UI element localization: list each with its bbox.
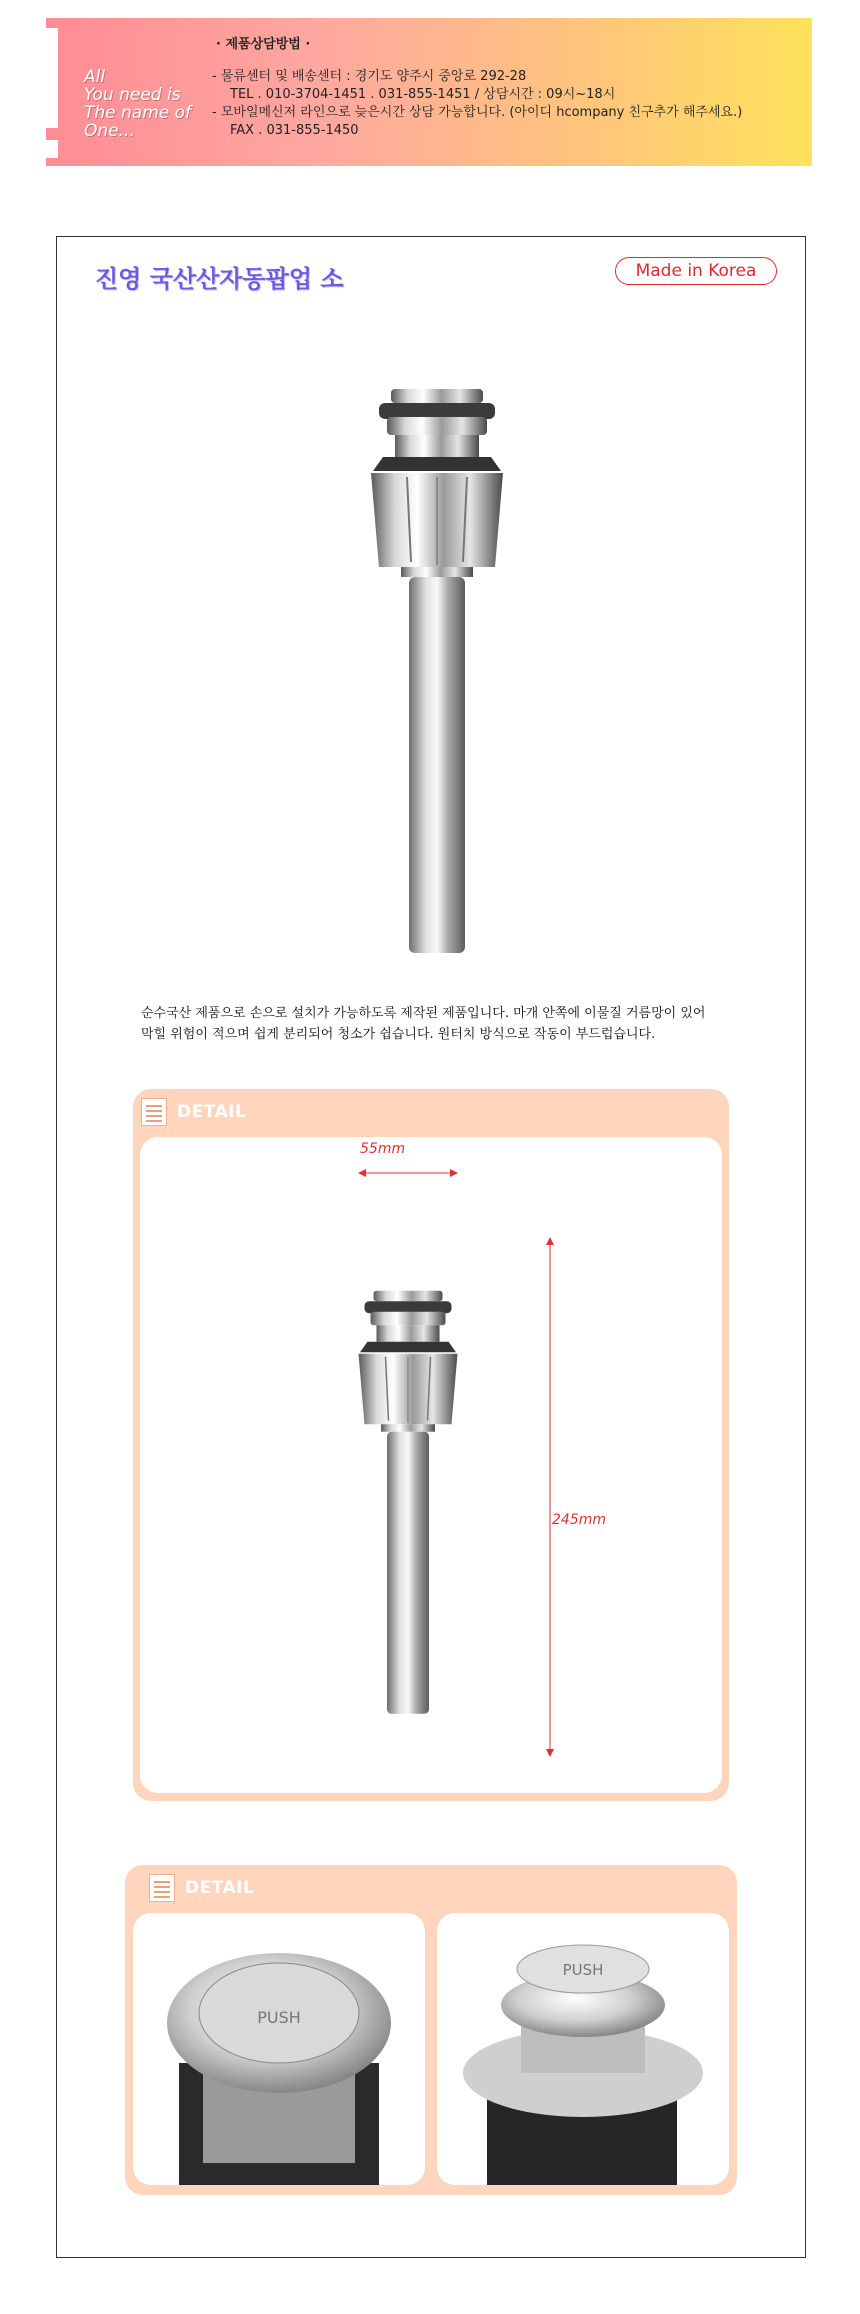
product-dimension-image (348, 1233, 468, 1773)
product-description: 순수국산 제품으로 손으로 설치가 가능하도록 제작된 제품입니다. 마개 안쪽에 이물질 거름망이 있어 막힐 위험이 적으며 쉽게 분리되어 청소가 쉽습니다. 원터치 방식으로 작동이 부드럽습니다. (141, 1006, 706, 1042)
tagline-line: You need is (84, 85, 181, 105)
detail-header (141, 1097, 246, 1127)
tagline-line: The name of (84, 103, 192, 123)
contact-line: - 모바일메신저 라인으로 늦은시간 상담 가능합니다. (아이디 hcompany 친구추가 해주세요.) (212, 105, 743, 120)
closeup-angle-view (437, 1913, 729, 2185)
tagline-line: All (84, 67, 106, 87)
product-frame (56, 236, 806, 2258)
product-title: 진영 국산산자동팝업 소 (95, 265, 344, 293)
closeup-image-angle (437, 1913, 729, 2185)
contact-line: TEL . 010-3704-1451 . 031-855-1451 / 상담시간 : 09시~18시 (230, 87, 616, 102)
document-icon (141, 1098, 167, 1126)
contact-line: - 물류센터 및 배송센터 : 경기도 양주시 중앙로 292-28 (212, 69, 527, 84)
product-image (357, 387, 517, 957)
width-dimension-label: 55mm (360, 1141, 406, 1157)
contact-line: FAX . 031-855-1450 (230, 123, 359, 138)
contact-info (212, 36, 742, 140)
detail-label: DETAIL (177, 1102, 247, 1122)
made-in-korea-badge: Made in Korea (615, 257, 777, 285)
detail-header (149, 1873, 254, 1903)
banner-tagline (84, 68, 204, 140)
document-icon (149, 1874, 175, 1902)
header-banner (46, 18, 812, 166)
height-dimension-label: 245mm (552, 1512, 606, 1528)
push-text: PUSH (257, 2008, 301, 2027)
width-dimension-arrow (358, 1163, 458, 1183)
banner-accent-dot (46, 140, 58, 158)
push-text: PUSH (562, 1961, 604, 1979)
detail-image-area (140, 1137, 722, 1793)
banner-accent-bar (46, 28, 58, 128)
detail-panel-closeups (125, 1865, 737, 2195)
tagline-line: One... (84, 121, 135, 141)
closeup-image-top (133, 1913, 425, 2185)
height-dimension-arrow (540, 1237, 560, 1757)
detail-label: DETAIL (185, 1878, 255, 1898)
detail-panel-dimensions (133, 1089, 729, 1801)
closeup-top-view (133, 1913, 425, 2185)
contact-title: · 제품상담방법 · (216, 37, 311, 52)
